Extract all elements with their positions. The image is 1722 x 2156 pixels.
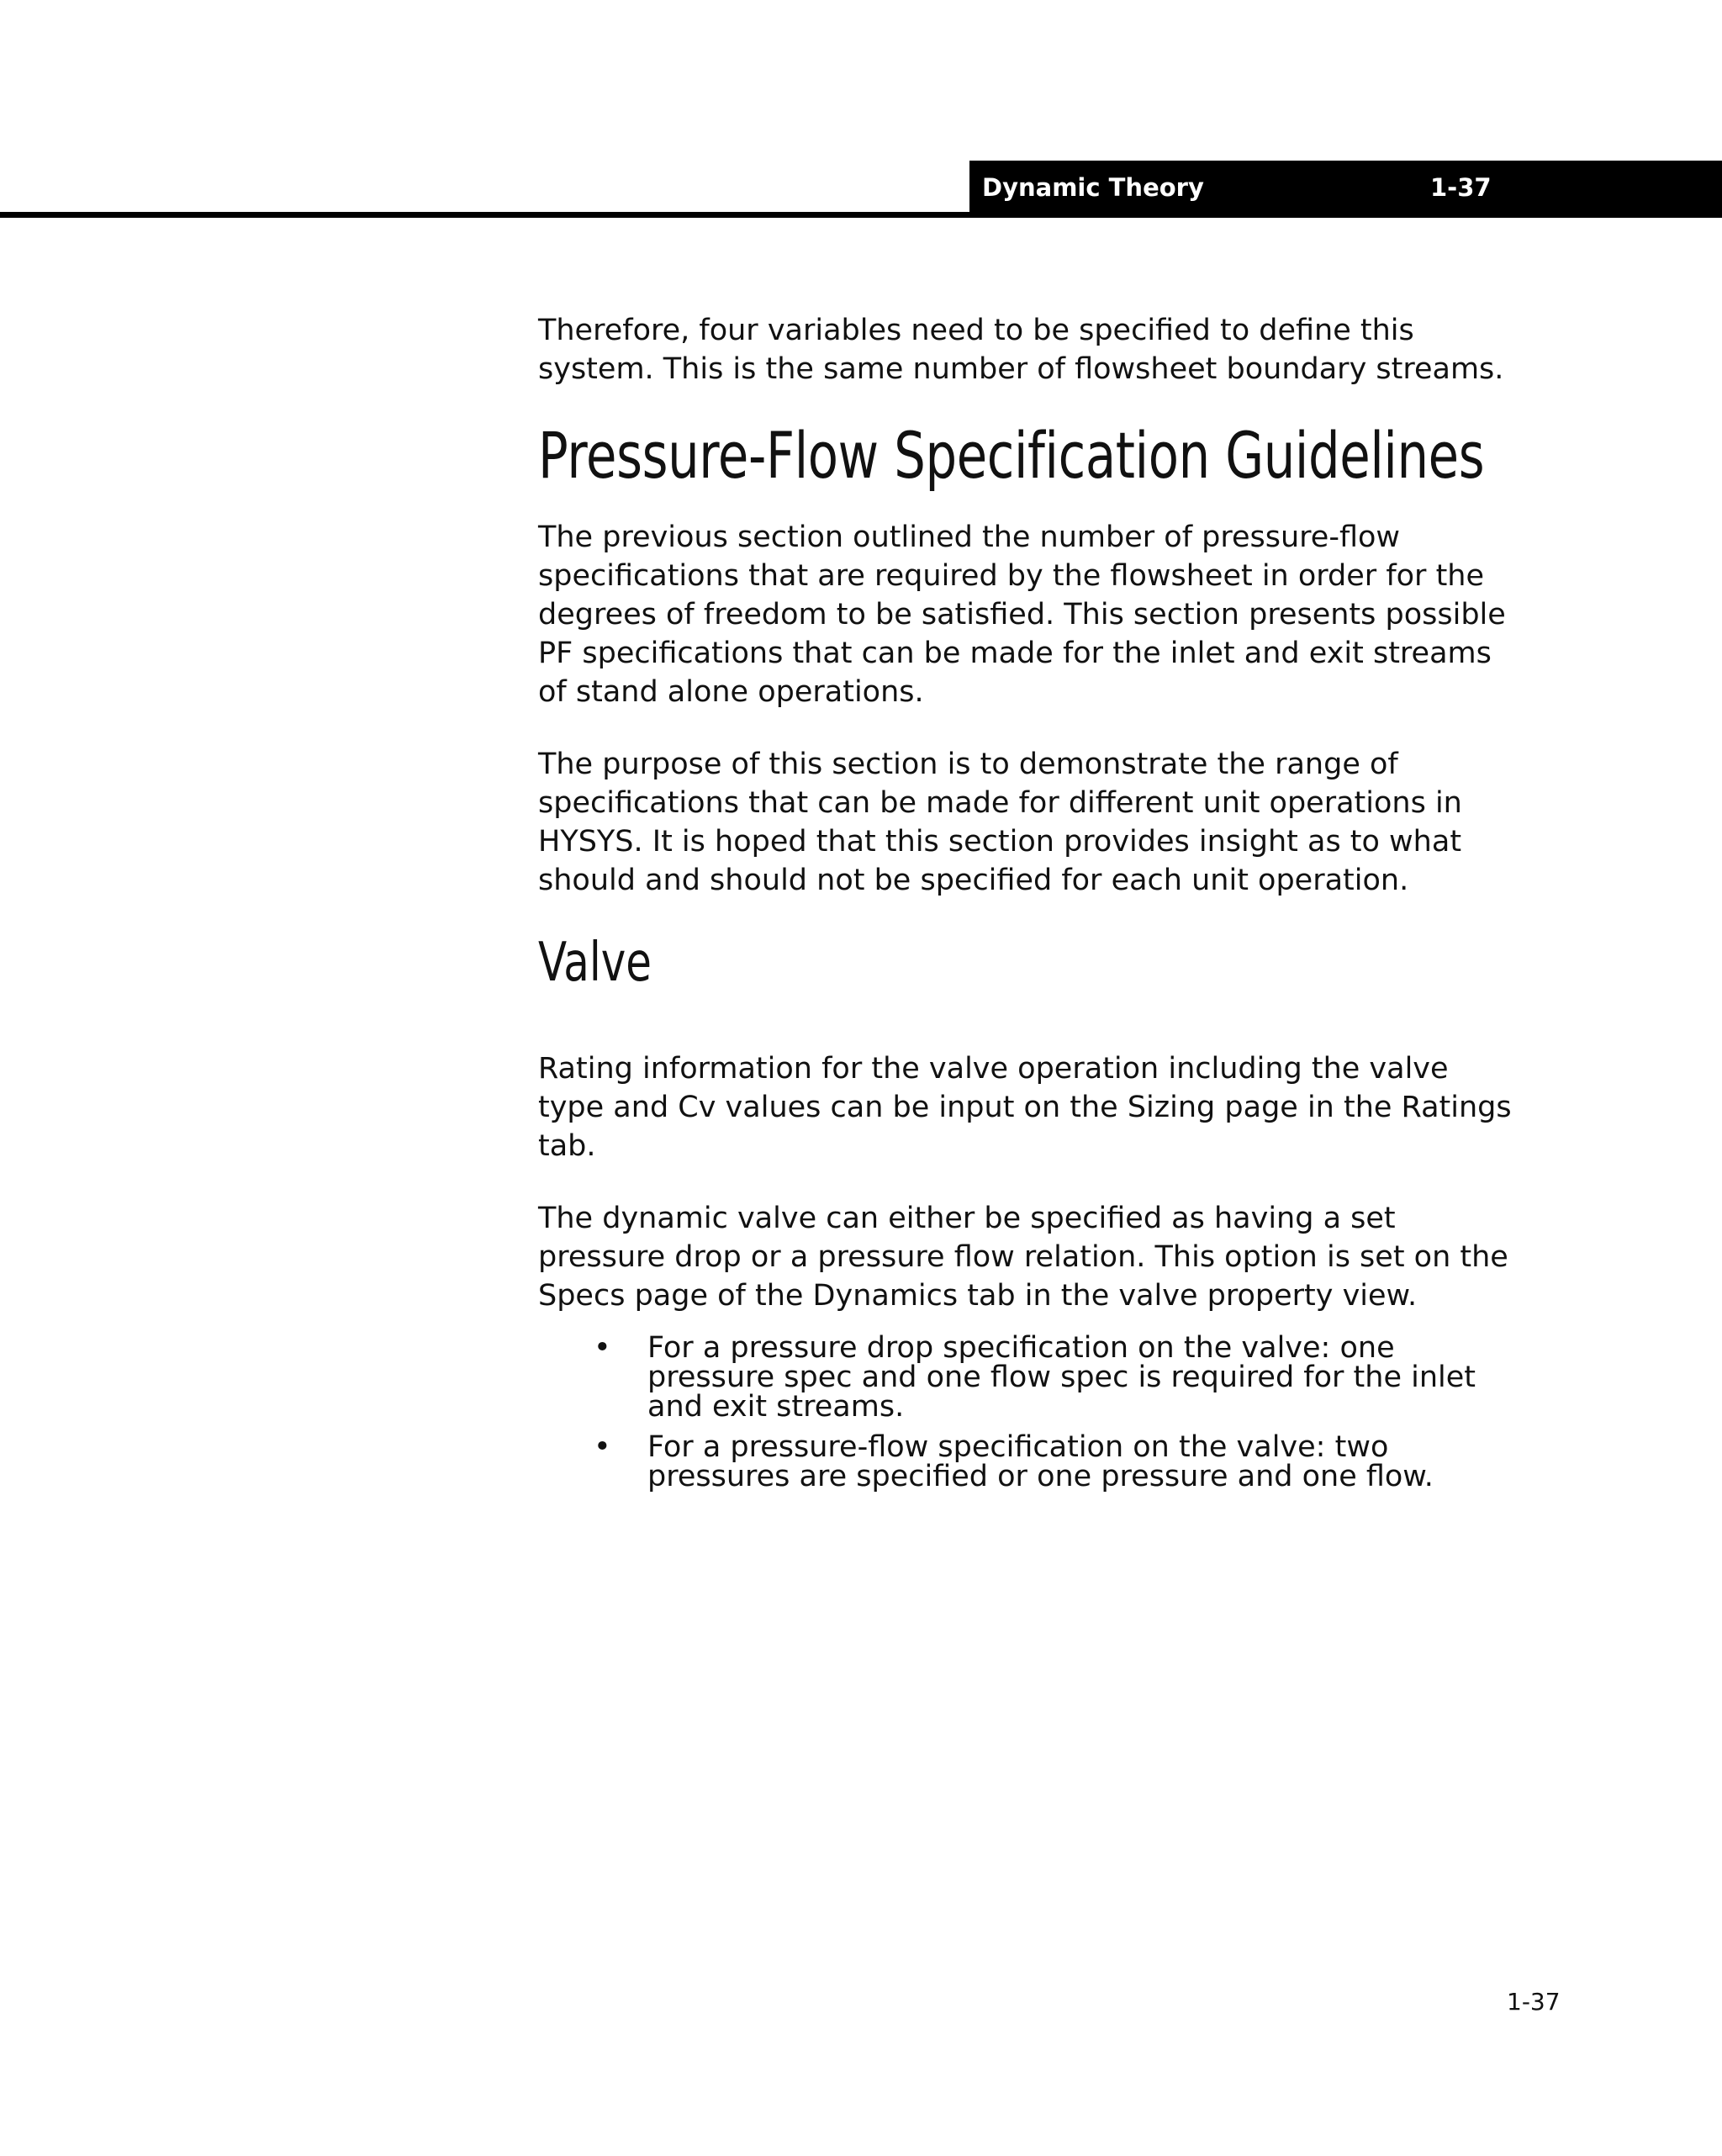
section-paragraph: The purpose of this section is to demonstrate the range of specifications that can be made for different unit operations in HYSYS. It is hoped that this section provides insight as to what should and should not be specified for each unit operation. [538,748,1462,897]
bullet-text: For a pressure drop specification on the valve: one pressure spec and one flow spec is required for the inlet and exit streams. [647,1331,1476,1424]
subsection-heading: Valve [538,932,652,994]
subsection-paragraph: The dynamic valve can either be specified as having a set pressure drop or a pressure flow relation. This option is set on the Specs page of the Dynamics tab in the valve property view. [538,1202,1508,1313]
section-heading: Pressure-Flow Specification Guidelines [538,418,1485,493]
header-page-number: 1-37 [1430,173,1492,202]
bullet-icon: • [594,1430,611,1464]
footer-page-number: 1-37 [1507,1988,1561,2016]
intro-paragraph: Therefore, four variables need to be specified to define this system. This is the same number of flowsheet boundary streams. [538,314,1504,386]
bullet-list [538,1331,1513,1493]
bullet-item [538,1430,1513,1493]
bullet-text: For a pressure-flow specification on the valve: two pressures are specified or one pressure and one flow. [647,1430,1434,1493]
bullet-icon: • [594,1331,611,1365]
running-header [969,161,1722,218]
page-body [538,311,1513,1503]
section-paragraph: The previous section outlined the number of pressure-flow specifications that are required by the flowsheet in order for the degrees of freedom to be satisfied. This section presents possible PF specifications that can be made for the inlet and exit streams of stand alone operations. [538,521,1506,709]
header-title: Dynamic Theory [982,173,1204,202]
subsection-paragraph: Rating information for the valve operation including the valve type and Cv values can be input on the Sizing page in the Ratings tab. [538,1052,1512,1163]
bullet-item [538,1331,1513,1424]
